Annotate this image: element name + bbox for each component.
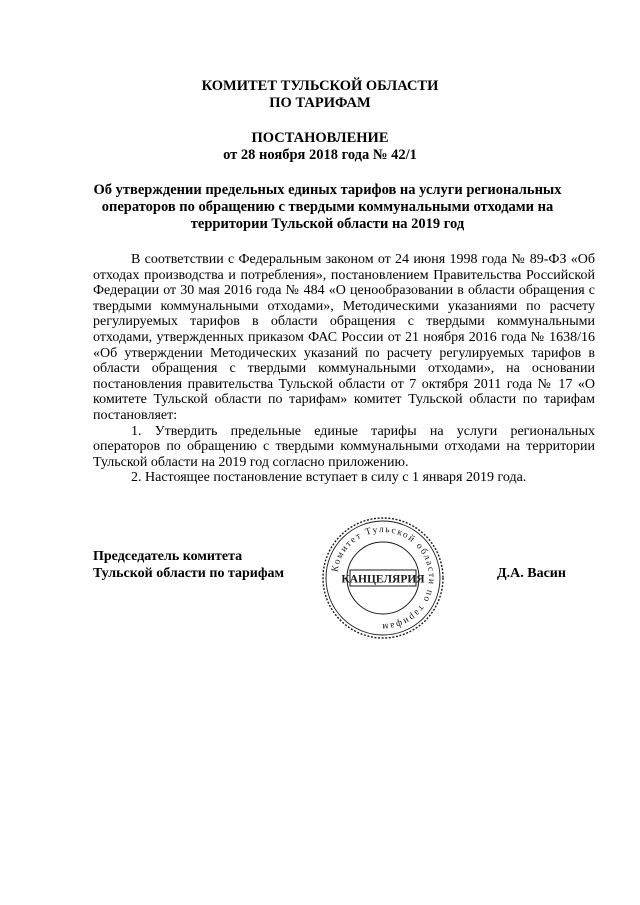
- org-name-line1: КОМИТЕТ ТУЛЬСКОЙ ОБЛАСТИ: [201, 78, 439, 94]
- item-2-paragraph: 2. Настоящее постановление вступает в силу с 1 января 2019 года.: [131, 470, 527, 486]
- decree-header: [0, 130, 640, 164]
- organization-header: [0, 78, 640, 112]
- decree-body: [93, 252, 595, 486]
- subject-line2: операторов по обращению с твердыми коммунальными отходами на: [101, 199, 554, 215]
- signer-title-line2: Тульской области по тарифам: [93, 566, 285, 581]
- subject-line3: территории Тульской области на 2019 год: [190, 216, 465, 232]
- org-name-line2: ПО ТАРИФАМ: [269, 95, 371, 111]
- stamp-ring-text: Комитет Тульской области по тарифам: [330, 524, 437, 632]
- preamble-paragraph: В соответствии с Федеральным законом от 24 июня 1998 года № 89-ФЗ «Об отходах производства и потребления», постановлением Правительства Российской Федерации от 30 мая 2016 года № 484 «О ценообразовании в области обращения с твердыми коммунальными отходами», Методическими указаниями по расчету регулируемых тарифов в области обращения с твердыми коммунальными отходами, утвержденных приказом ФАС России от 21 ноября 2016 года № 1638/16 «Об утверждении Методических указаний по расчету регулируемых тарифов в области обращения с твердыми коммунальными отходами», на основании постановления правительства Тульской области от 7 октября 2011 года № 17 «О комитете Тульской области по тарифам» комитет Тульской области по тарифам постановляет:: [93, 252, 595, 423]
- item-1-paragraph: 1. Утвердить предельные единые тарифы на услуги региональных операторов по обращению с твердыми коммунальными отходами на территории Тульской области на 2019 год согласно приложению.: [93, 423, 595, 470]
- signer-name: Д.А. Васин: [497, 566, 566, 581]
- official-stamp: [320, 515, 446, 641]
- signer-title-line1: Председатель комитета: [93, 549, 243, 564]
- stamp-center-text: КАНЦЕЛЯРИЯ: [341, 573, 425, 586]
- decree-subject: [80, 182, 575, 233]
- doc-date: от 28 ноября 2018 года № 42/1: [223, 147, 417, 163]
- subject-line1: Об утверждении предельных единых тарифов на услуги региональных: [93, 182, 562, 198]
- signer-title: [93, 548, 284, 582]
- doc-type: ПОСТАНОВЛЕНИЕ: [251, 130, 389, 146]
